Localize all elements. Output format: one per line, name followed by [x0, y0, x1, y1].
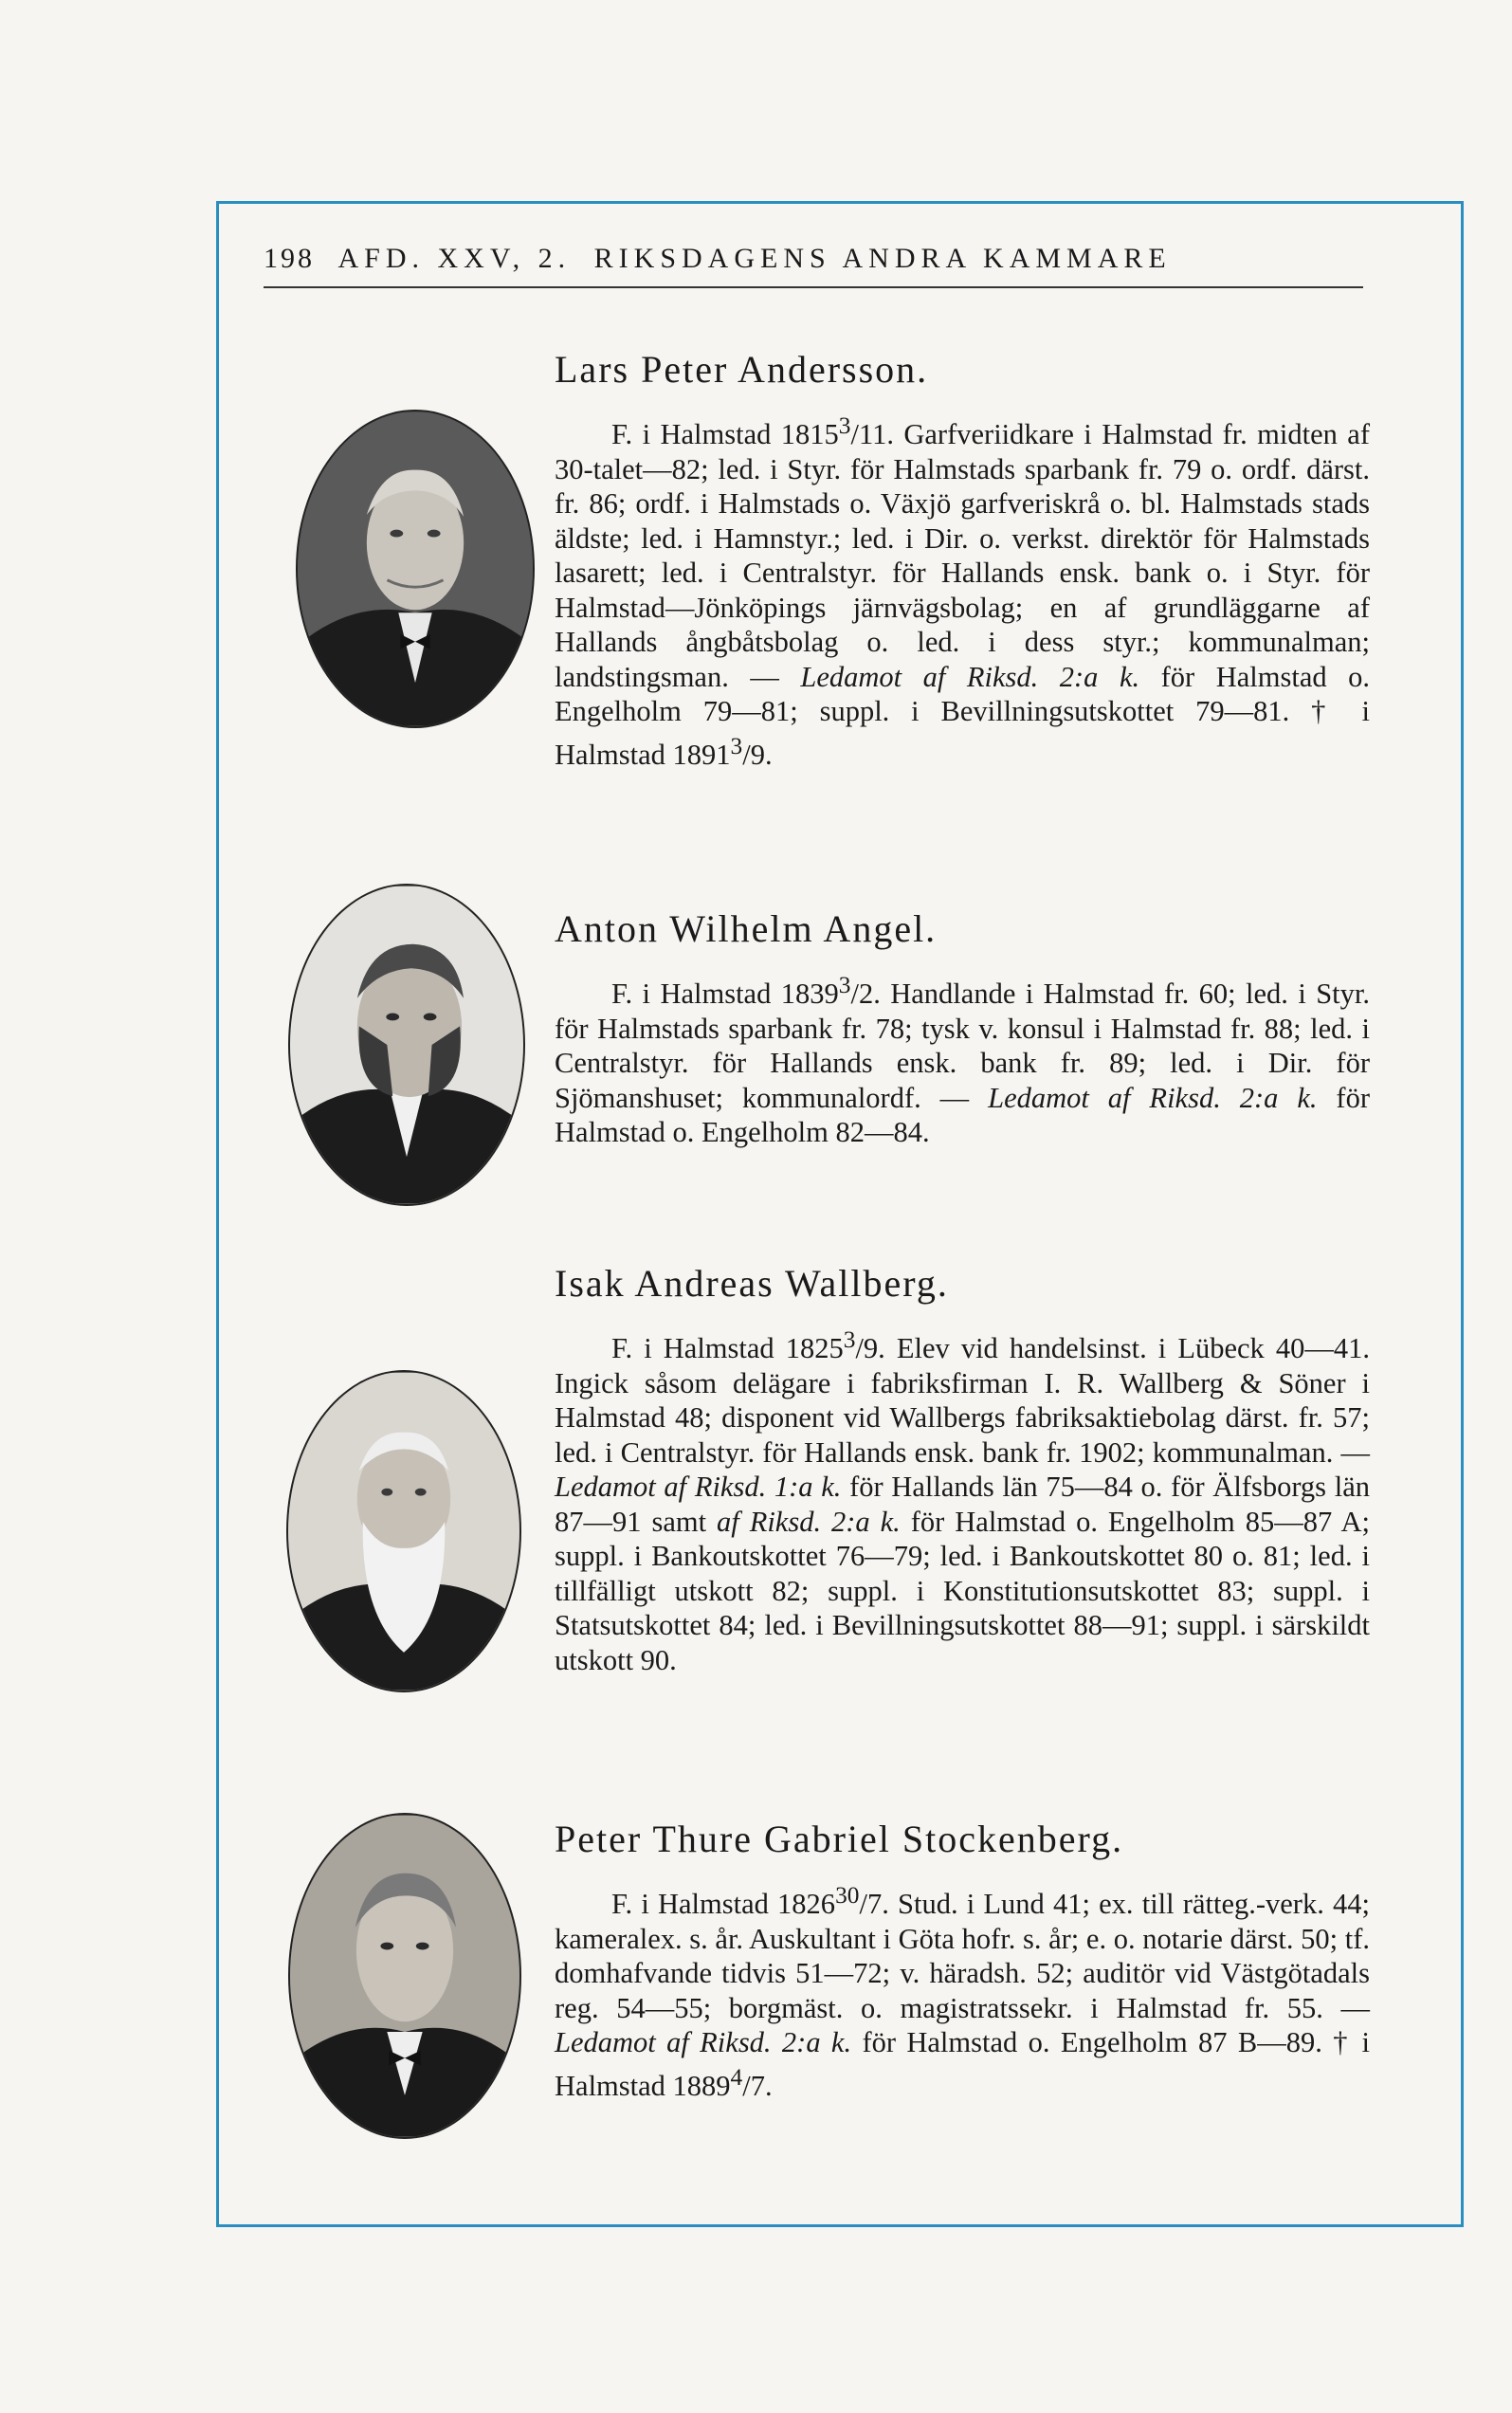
bio-text: F. i Halmstad 1825: [611, 1332, 844, 1365]
bio-italic: af Riksd. 2:a k.: [717, 1505, 901, 1538]
entry-anton-wilhelm-angel: [555, 906, 1370, 1150]
page-number: 198: [264, 243, 315, 274]
date-month: /7.: [742, 2069, 773, 2102]
portrait-peter-thure-gabriel-stockenberg: [288, 1813, 521, 2139]
portrait-image: [298, 411, 533, 726]
bio-text: F. i Halmstad 1826: [611, 1888, 836, 1921]
entry-name: Isak Andreas Wallberg.: [555, 1262, 949, 1305]
date-month: /11.: [850, 418, 894, 451]
date-month: /9.: [742, 738, 773, 771]
date-superscript: 4: [730, 2063, 743, 2091]
bio-text: Stud. i Lund 41; ex. till rätteg.-verk. 44; kameralex. s. år. Auskultant i Göta hofr. s. år; e. o. notarie därst. 50; tf. domhafvande tidvis 51—72; v. häradsh. 52; auditör vid Västgötadals reg. 54—55; borgmäst. o. magistratssekr. i Halmstad fr. 55. —: [555, 1888, 1370, 2024]
date-month: /7.: [859, 1888, 889, 1921]
entry-name: Lars Peter Andersson.: [555, 348, 929, 391]
date-superscript: 3: [838, 412, 851, 439]
entry-lars-peter-andersson: [555, 347, 1370, 772]
bio-text: för Halmstad o. Engelholm 87 B—89. † i Halmstad 1889: [555, 2026, 1370, 2102]
section-label: AFD. XXV, 2.: [337, 243, 572, 274]
bio-text: för Halmstad o. Engelholm 85—87 A; suppl. i Bankoutskottet 76—79; led. i Bankoutskottet 80 o. 81; led. i tillfälligt utskott 82; suppl. i Konstitutionsutskottet 83; suppl. i Statsutskottet 84; led. i Bevillningsutskottet 88—91; suppl. i särskildt utskott 90.: [555, 1505, 1370, 1676]
date-month: /2.: [850, 978, 881, 1011]
entry-biography: [555, 1878, 1370, 2103]
bio-text: Elev vid handelsinst. i Lübeck 40—41. Ingick såsom delägare i fabriksfirman I. R. Wallberg & Söner i Halmstad 48; disponent vid Wallbergs fabriksaktiebolag därst. fr. 57; led. i Centralstyr. för Hallands ensk. bank fr. 1902; kommunalman. —: [555, 1332, 1371, 1469]
entry-biography: [555, 968, 1370, 1150]
bio-text: Garfveriidkare i Halmstad fr. midten af 30-talet—82; led. i Styr. för Halmstads sparbank fr. 79 o. ordf. därst. fr. 86; ordf. i Halmstads o. Växjö garfveriskrå o. bl. Halmstads stads äldste; led. i Hamnstyr.; led. i Dir. o. verkst. direktör för Halmstads lasarett; led. i Centralstyr. för Hallands ensk. bank o. i Styr. för Halmstad—Jönköpings järnvägsbolag; en af grundläggarne af Hallands ångbåtsbolag o. led. i dess styr.; kommunalman; landstingsman. —: [555, 418, 1370, 693]
entry-isak-andreas-wallberg: [555, 1261, 1370, 1677]
bio-text: för Halmstad o. Engelholm 79—81; suppl. i Bevillningsutskottet 79—81. † i Halmstad 1891: [555, 660, 1370, 771]
portrait-image: [290, 1815, 519, 2137]
bio-italic: Ledamot af Riksd. 2:a k.: [800, 660, 1140, 693]
date-superscript: 3: [843, 1326, 856, 1353]
bio-text: för Halmstad o. Engelholm 82—84.: [555, 1081, 1370, 1149]
running-header: [264, 243, 1363, 275]
portrait-image: [288, 1372, 519, 1691]
portrait-image: [290, 886, 523, 1204]
bio-text: Handlande i Halmstad fr. 60; led. i Styr. för Halmstads sparbank fr. 78; tysk v. konsul i Halmstad fr. 88; led. i Centralstyr. för Hallands ensk. bank fr. 89; led. i Dir. för Sjömanshuset; kommunalordf. —: [555, 978, 1370, 1114]
bio-italic: Ledamot af Riksd. 2:a k.: [988, 1081, 1318, 1114]
portrait-lars-peter-andersson: [296, 410, 535, 728]
bio-text: för Hallands län 75—84 o. för Älfsborgs län 87—91 samt: [555, 1471, 1370, 1538]
entry-name: Peter Thure Gabriel Stockenberg.: [555, 1818, 1124, 1860]
bio-italic: Ledamot af Riksd. 1:a k.: [555, 1471, 842, 1504]
date-superscript: 3: [838, 972, 851, 998]
bio-text: F. i Halmstad 1839: [611, 978, 839, 1011]
entry-name: Anton Wilhelm Angel.: [555, 907, 938, 950]
portrait-anton-wilhelm-angel: [288, 884, 525, 1206]
entry-peter-thure-gabriel-stockenberg: [555, 1817, 1370, 2103]
entry-biography: [555, 409, 1370, 772]
header-rule: [264, 286, 1363, 288]
date-month: /9.: [855, 1332, 885, 1365]
date-superscript: 3: [730, 732, 743, 759]
page-title: RIKSDAGENS ANDRA KAMMARE: [593, 243, 1172, 274]
portrait-isak-andreas-wallberg: [286, 1370, 521, 1692]
bio-italic: Ledamot af Riksd. 2:a k.: [555, 2026, 852, 2059]
bio-text: F. i Halmstad 1815: [611, 418, 839, 451]
entry-biography: [555, 1323, 1370, 1677]
date-superscript: 30: [835, 1882, 860, 1909]
